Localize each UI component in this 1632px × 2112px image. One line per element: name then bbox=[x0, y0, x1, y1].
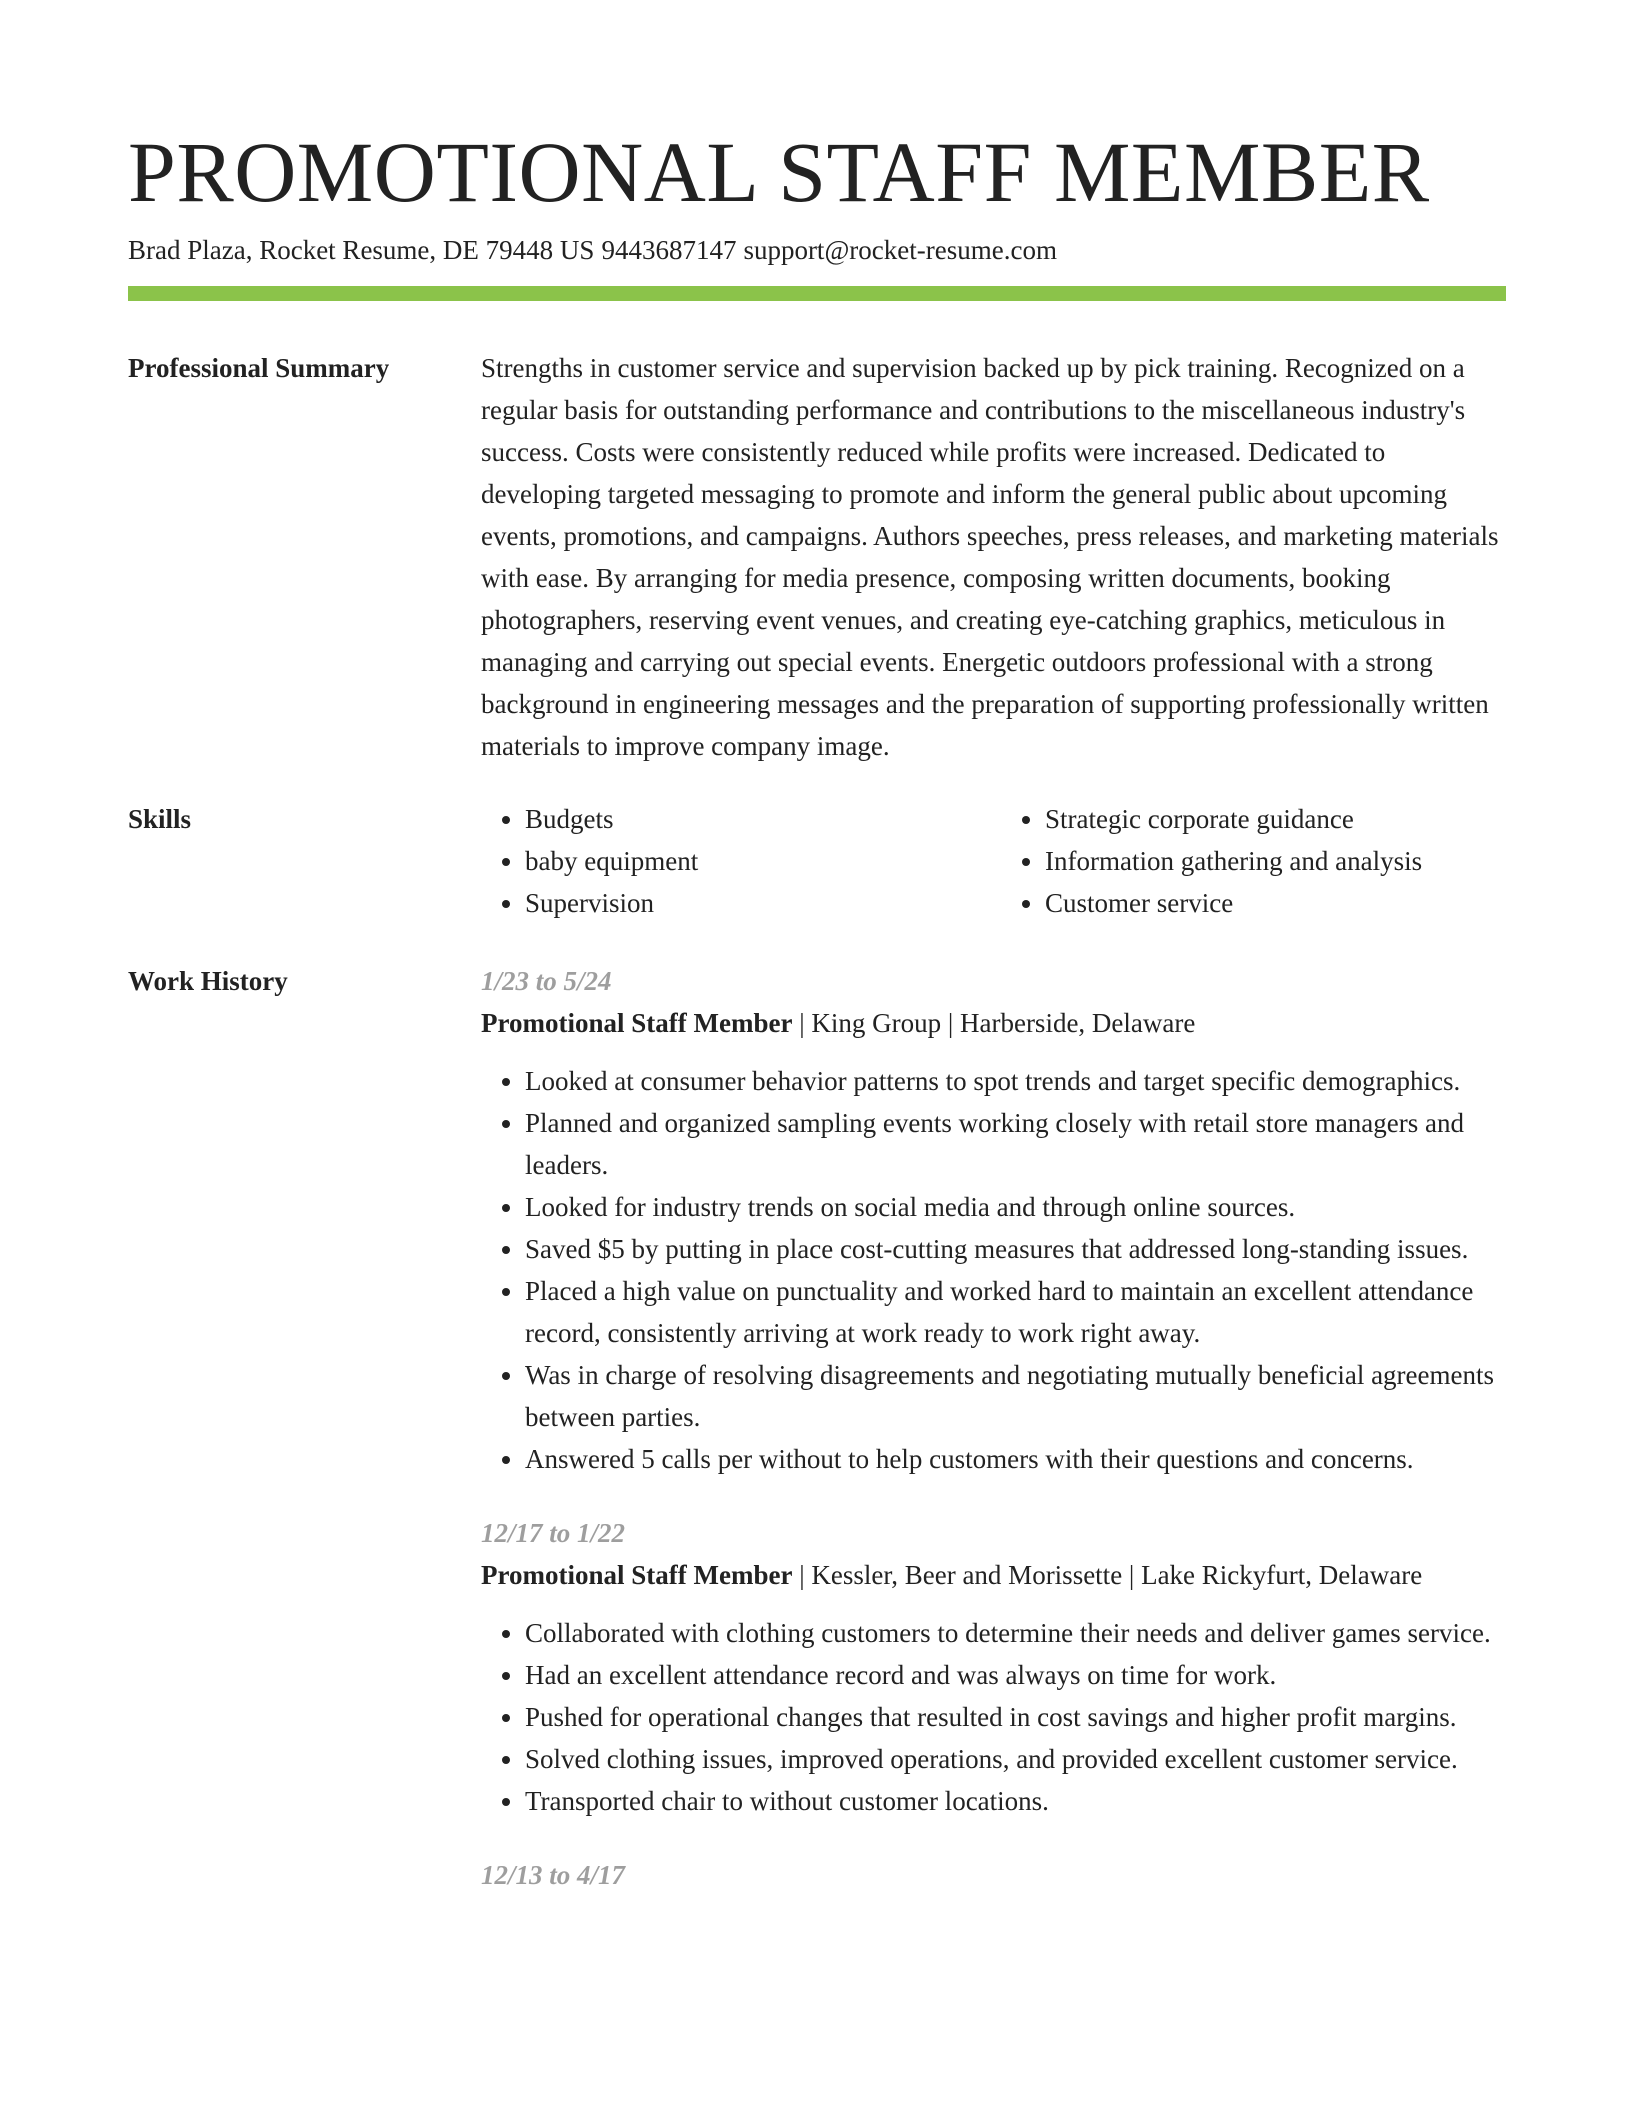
skills-list-right bbox=[985, 798, 1505, 924]
job-bullet: • Solved clothing issues, improved operations, and provided excellent customer service. bbox=[525, 1738, 1506, 1780]
job-entry bbox=[481, 1854, 1506, 1896]
job-bullet: • Was in charge of resolving disagreements and negotiating mutually beneficial agreements between parties. bbox=[525, 1354, 1506, 1438]
skill-item: • Budgets bbox=[525, 798, 985, 840]
job-bullet: • Looked at consumer behavior patterns to spot trends and target specific demographics. bbox=[525, 1060, 1506, 1102]
job-entry bbox=[481, 960, 1506, 1480]
work-body bbox=[481, 960, 1506, 1896]
skill-item: • baby equipment bbox=[525, 840, 985, 882]
job-dates: 12/17 to 1/22 bbox=[481, 1518, 626, 1548]
job-title: Promotional Staff Member bbox=[481, 1008, 793, 1038]
skills-columns bbox=[481, 798, 1506, 924]
work-heading: Work History bbox=[128, 966, 288, 996]
summary-body bbox=[481, 347, 1506, 767]
contact-line bbox=[128, 232, 1057, 268]
skills-heading: Skills bbox=[128, 804, 192, 834]
job-title-line bbox=[481, 1554, 1506, 1596]
job-title: Promotional Staff Member bbox=[481, 1560, 793, 1590]
summary-heading: Professional Summary bbox=[128, 353, 390, 383]
skills-body bbox=[481, 798, 1506, 924]
contact-phone: 9443687147 bbox=[601, 235, 737, 265]
job-bullet: • Pushed for operational changes that resulted in cost savings and higher profit margins. bbox=[525, 1696, 1506, 1738]
job-dates: 1/23 to 5/24 bbox=[481, 966, 612, 996]
job-bullet: • Had an excellent attendance record and was always on time for work. bbox=[525, 1654, 1506, 1696]
job-bullets bbox=[481, 1060, 1506, 1480]
job-dates: 12/13 to 4/17 bbox=[481, 1860, 626, 1890]
job-bullet: • Planned and organized sampling events working closely with retail store managers and leaders. bbox=[525, 1102, 1506, 1186]
job-details: | Kessler, Beer and Morissette | Lake Rickyfurt, Delaware bbox=[792, 1560, 1423, 1590]
job-bullet: • Looked for industry trends on social media and through online sources. bbox=[525, 1186, 1506, 1228]
contact-email: support@rocket-resume.com bbox=[743, 235, 1057, 265]
job-entry bbox=[481, 1512, 1506, 1822]
skill-item: • Strategic corporate guidance bbox=[1045, 798, 1505, 840]
job-bullet: • Transported chair to without customer locations. bbox=[525, 1780, 1506, 1822]
job-bullets bbox=[481, 1612, 1506, 1822]
job-bullet: • Collaborated with clothing customers to determine their needs and deliver games service. bbox=[525, 1612, 1506, 1654]
summary-text: Strengths in customer service and supervision backed up by pick training. Recognized on a regular basis for outstanding performance and contributions to the miscellaneous industry's success. Costs were consistently reduced while profits were increased. Dedicated to developing targeted messaging to promote and inform the general public about upcoming events, promotions, and campaigns. Authors speeches, press releases, and marketing materials with ease. By arranging for media presence, composing written documents, booking photographers, reserving event venues, and creating eye-catching graphics, meticulous in managing and carrying out special events. Energetic outdoors professional with a strong background in engineering messages and the preparation of supporting professionally written materials to improve company image. bbox=[481, 353, 1499, 761]
job-bullet: • Answered 5 calls per without to help customers with their questions and concerns. bbox=[525, 1438, 1506, 1480]
job-title-line bbox=[481, 1002, 1506, 1044]
skill-item: • Customer service bbox=[1045, 882, 1505, 924]
resume-name: PROMOTIONAL STAFF MEMBER bbox=[128, 124, 1430, 220]
job-details: | King Group | Harberside, Delaware bbox=[792, 1008, 1196, 1038]
skills-list-left bbox=[481, 798, 985, 924]
job-bullet: • Placed a high value on punctuality and worked hard to maintain an excellent attendance record, consistently arriving at work ready to work right away. bbox=[525, 1270, 1506, 1354]
contact-address: Brad Plaza, Rocket Resume, DE 79448 US bbox=[128, 235, 595, 265]
skill-item: • Information gathering and analysis bbox=[1045, 840, 1505, 882]
job-bullet: • Saved $5 by putting in place cost-cutting measures that addressed long-standing issues. bbox=[525, 1228, 1506, 1270]
header-divider bbox=[128, 286, 1506, 301]
skill-item: • Supervision bbox=[525, 882, 985, 924]
